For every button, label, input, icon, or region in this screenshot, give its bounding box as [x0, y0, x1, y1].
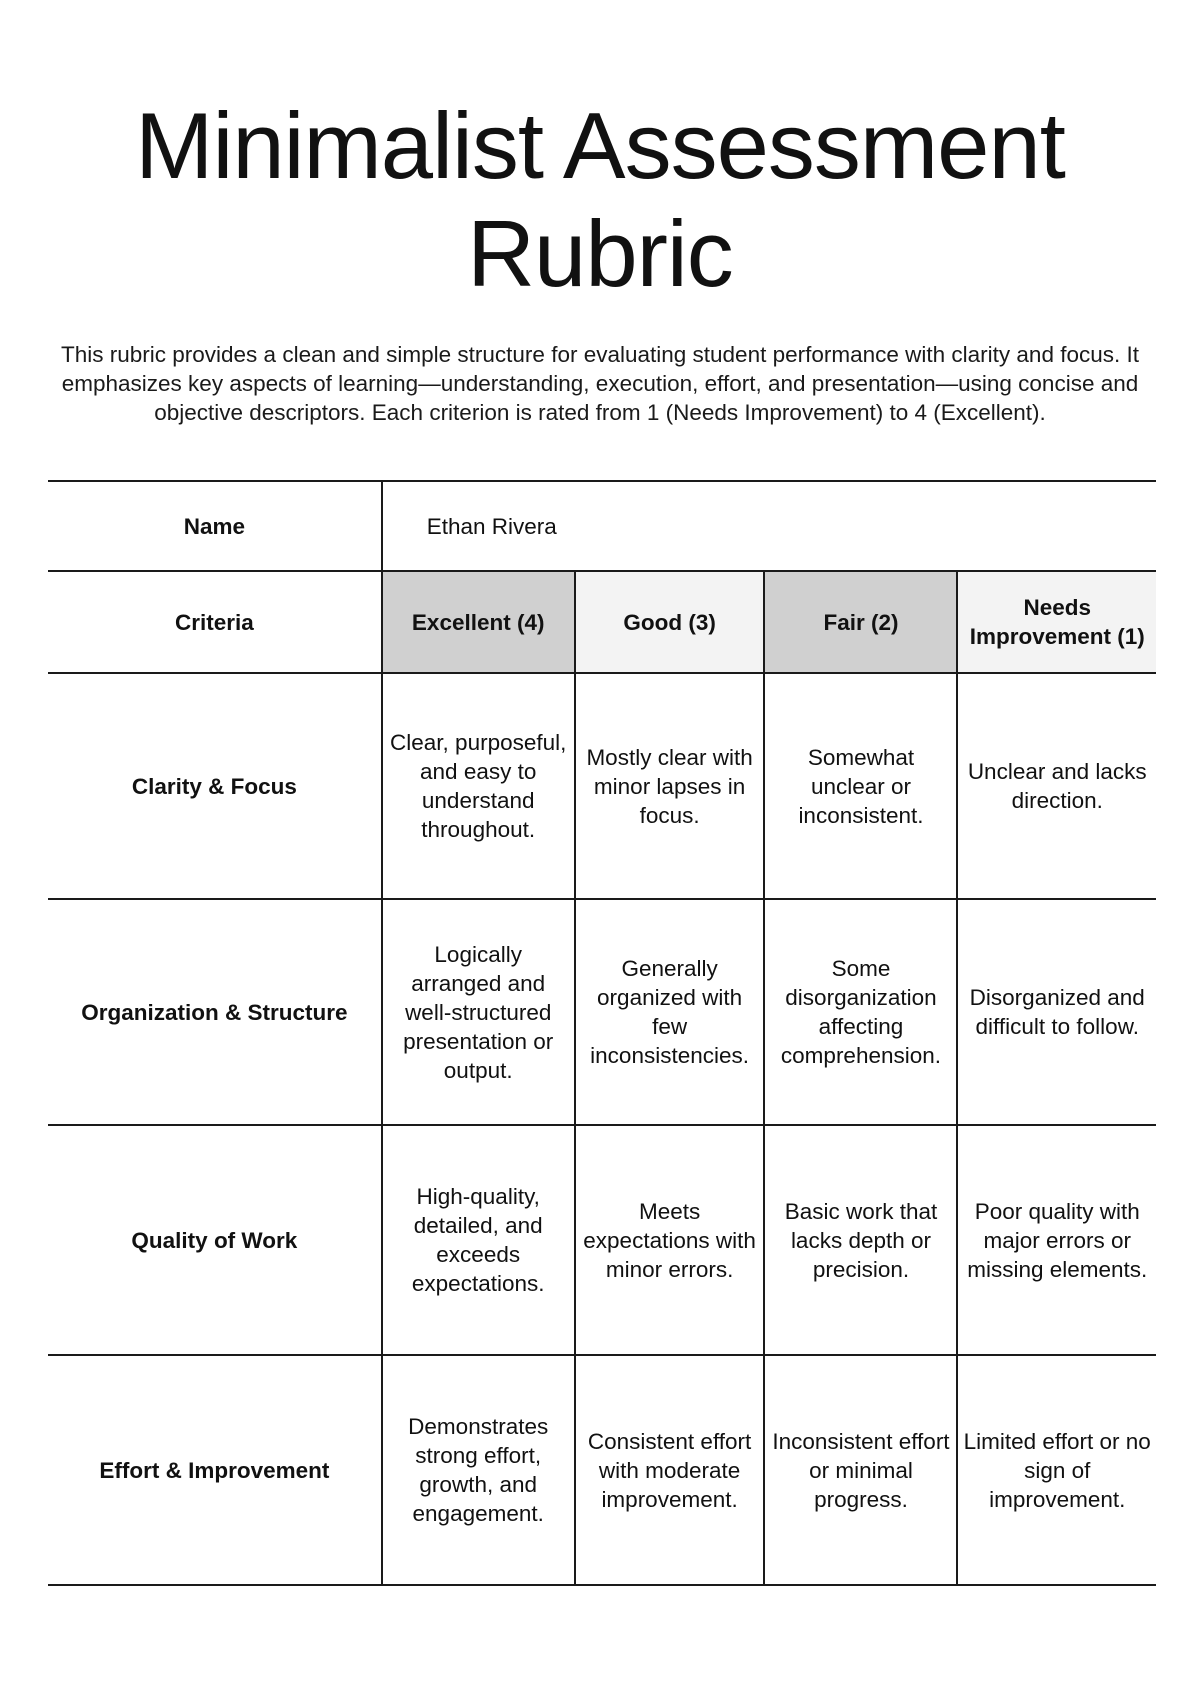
descriptor-needs-improvement: Poor quality with major errors or missing elements. — [957, 1125, 1156, 1355]
header-row — [48, 571, 1156, 673]
descriptor-needs-improvement: Unclear and lacks direction. — [957, 673, 1156, 899]
descriptor-good: Generally organized with few inconsistencies. — [575, 899, 765, 1125]
rubric-table — [48, 480, 1156, 1586]
descriptor-good: Mostly clear with minor lapses in focus. — [575, 673, 765, 899]
descriptor-needs-improvement: Disorganized and difficult to follow. — [957, 899, 1156, 1125]
criterion-label: Effort & Improvement — [48, 1355, 382, 1585]
criterion-label: Quality of Work — [48, 1125, 382, 1355]
name-value: Ethan Rivera — [382, 481, 1156, 571]
descriptor-excellent: Logically arranged and well-structured presentation or output. — [382, 899, 575, 1125]
table-row — [48, 899, 1156, 1125]
level-header-fair: Fair (2) — [764, 571, 957, 673]
criterion-label: Organization & Structure — [48, 899, 382, 1125]
name-label: Name — [48, 481, 382, 571]
descriptor-excellent: Clear, purposeful, and easy to understand throughout. — [382, 673, 575, 899]
descriptor-good: Consistent effort with moderate improvement. — [575, 1355, 765, 1585]
page-title-line1: Minimalist Assessment — [135, 93, 1065, 198]
descriptor-needs-improvement: Limited effort or no sign of improvement. — [957, 1355, 1156, 1585]
table-row — [48, 1125, 1156, 1355]
level-header-good: Good (3) — [575, 571, 765, 673]
page-intro: This rubric provides a clean and simple structure for evaluating student performance with clarity and focus. It emphasizes key aspects of learning—understanding, execution, effort, and presentation—using concise and objective descriptors. Each criterion is rated from 1 (Needs Improvement) to 4 (Excellent). — [60, 342, 1139, 425]
descriptor-excellent: Demonstrates strong effort, growth, and engagement. — [382, 1355, 575, 1585]
descriptor-fair: Somewhat unclear or inconsistent. — [764, 673, 957, 899]
page-title-line2: Rubric — [467, 201, 733, 306]
table-row — [48, 1355, 1156, 1585]
page-title — [0, 92, 1200, 308]
level-header-needs-improvement: Needs Improvement (1) — [957, 571, 1156, 673]
descriptor-fair: Some disorganization affecting comprehension. — [764, 899, 957, 1125]
descriptor-fair: Inconsistent effort or minimal progress. — [764, 1355, 957, 1585]
descriptor-good: Meets expectations with minor errors. — [575, 1125, 765, 1355]
table-row — [48, 673, 1156, 899]
descriptor-fair: Basic work that lacks depth or precision. — [764, 1125, 957, 1355]
name-row — [48, 481, 1156, 571]
descriptor-excellent: High-quality, detailed, and exceeds expectations. — [382, 1125, 575, 1355]
criterion-label: Clarity & Focus — [48, 673, 382, 899]
level-header-excellent: Excellent (4) — [382, 571, 575, 673]
criteria-header: Criteria — [48, 571, 382, 673]
